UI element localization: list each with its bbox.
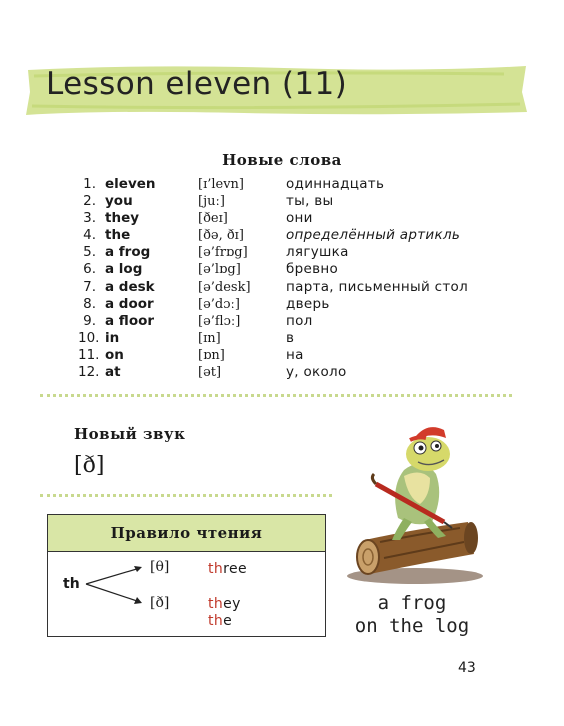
caption-line-1: a frog (377, 592, 447, 614)
phoneme-theta: [θ] (150, 559, 170, 575)
reading-rule-heading: Правило чтения (110, 524, 263, 542)
divider (40, 494, 332, 497)
lesson-title: Lesson eleven (11) (46, 66, 348, 102)
word-list (78, 176, 508, 381)
new-sound-heading: Новый звук (74, 425, 186, 443)
branch-arrows-icon (84, 562, 146, 610)
page-number: 43 (458, 660, 476, 676)
word-row: 12. at [ət] у, около (78, 364, 347, 381)
new-sound-symbol: [ð] (74, 453, 105, 478)
word-row: 2. you [juː] ты, вы (83, 193, 334, 210)
reading-rule-header (48, 515, 325, 552)
example-word: they (208, 596, 241, 612)
word-row: 1. eleven [ɪ’levn] одиннадцать (83, 176, 385, 192)
frog-on-log-illustration (340, 418, 490, 588)
word-row: 6. a log [ə’lɒg] бревно (83, 261, 339, 278)
word-row: 4. the [ðə, ðɪ] определённый артикль (83, 227, 461, 244)
word-row: 10. in [ɪn] в (78, 329, 295, 346)
divider (40, 394, 512, 397)
new-words-heading: Новые слова (222, 151, 342, 169)
caption-line-2: on the log (354, 615, 470, 637)
example-word: three (208, 561, 248, 577)
word-row: 5. a frog [ə’frɒg] лягушка (83, 244, 349, 261)
rule-letters: th (63, 576, 80, 592)
word-row: 9. a floor [ə’flɔː] пол (83, 312, 313, 329)
phoneme-eth: [ð] (150, 595, 170, 611)
word-row: 3. they [ðeɪ] они (83, 210, 313, 227)
word-row: 11. on [ɒn] на (78, 346, 304, 363)
word-row: 7. a desk [ə’desk] парта, письменный стол (83, 278, 469, 295)
word-row: 8. a door [ə’dɔː] дверь (83, 295, 330, 312)
example-word: the (208, 613, 233, 629)
